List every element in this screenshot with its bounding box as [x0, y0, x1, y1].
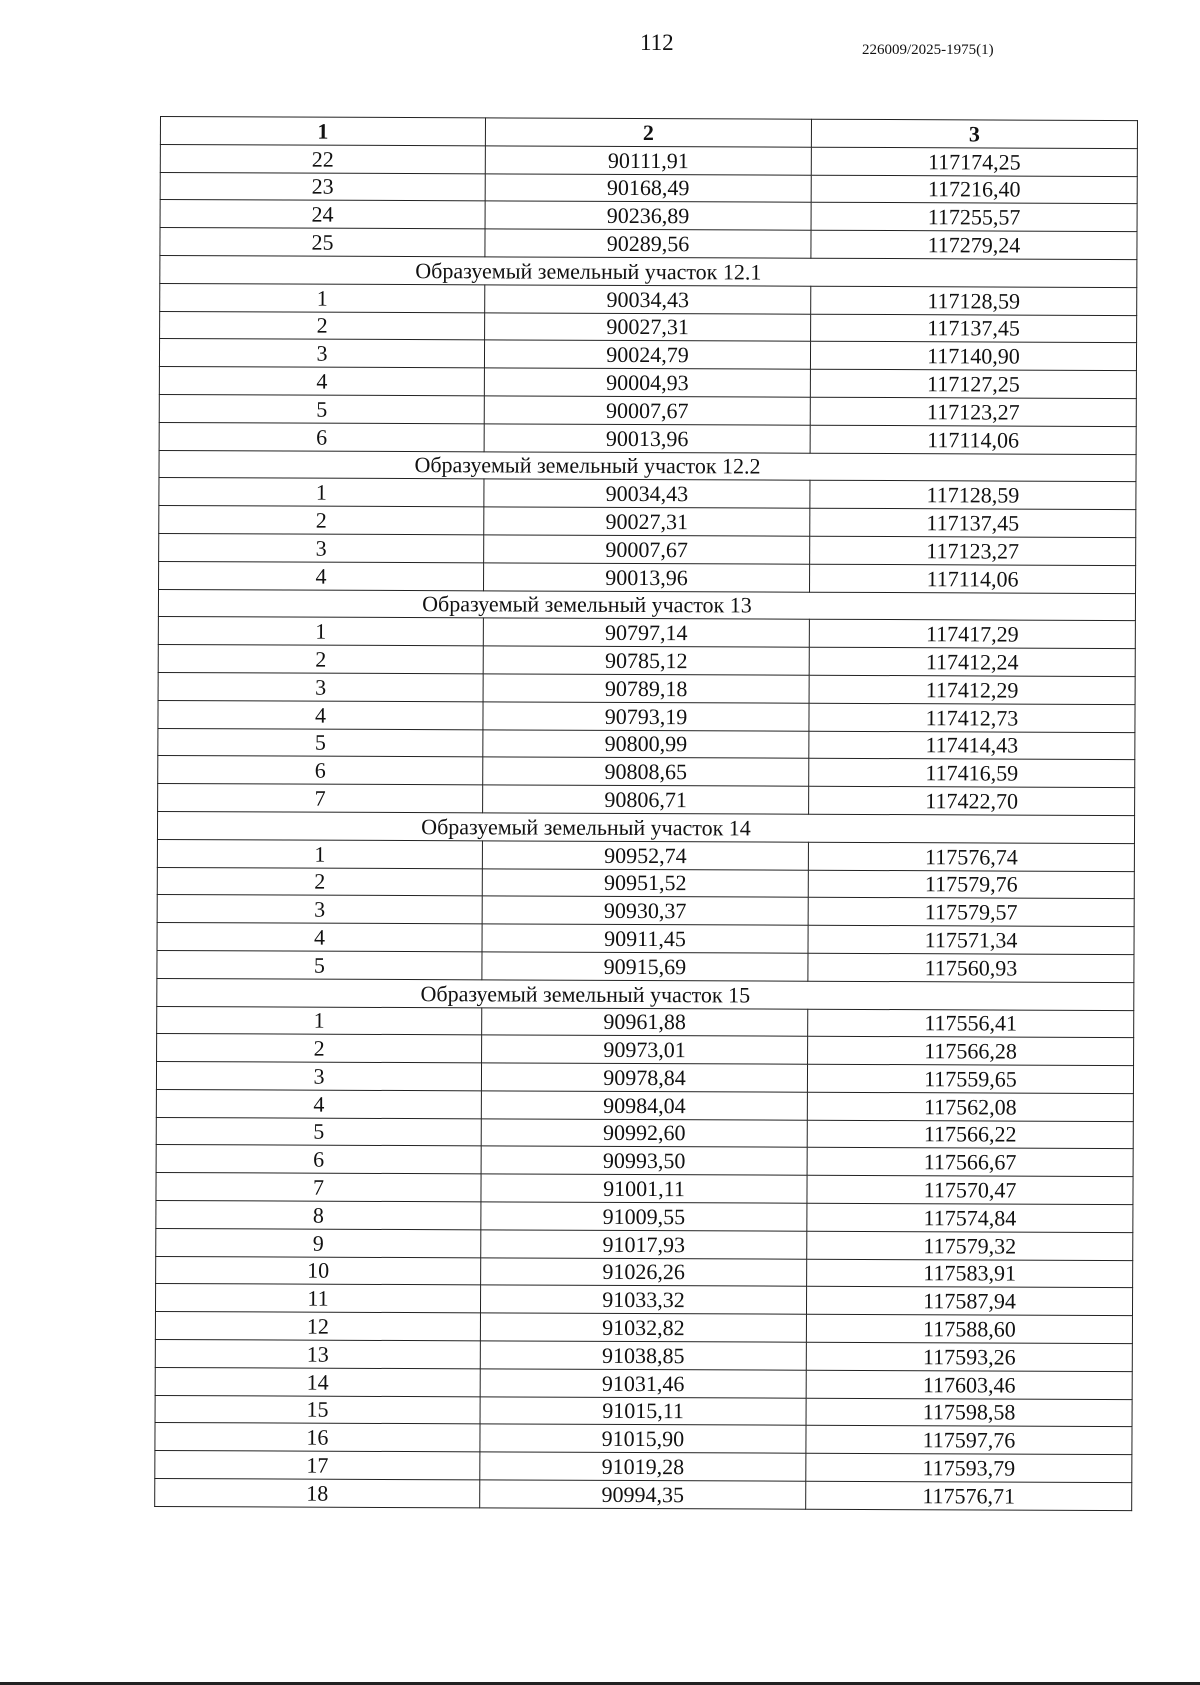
coordinate-y: 117588,60	[806, 1314, 1132, 1343]
coordinate-y: 117587,94	[806, 1287, 1132, 1316]
coordinate-y: 117416,59	[809, 759, 1135, 788]
coordinate-x: 91017,93	[481, 1230, 807, 1259]
table-row	[158, 672, 1135, 704]
coordinate-x: 91015,90	[480, 1424, 806, 1453]
column-header-3: 3	[811, 119, 1137, 148]
coordinate-y: 117583,91	[807, 1259, 1133, 1288]
point-number: 9	[156, 1228, 481, 1257]
section-heading-text: Образуемый земельный участок 15	[420, 980, 751, 1007]
point-number: 13	[155, 1340, 480, 1369]
point-number: 14	[155, 1367, 480, 1396]
coordinate-y: 117114,06	[810, 425, 1136, 454]
coordinate-x: 90034,43	[485, 285, 811, 314]
table-row	[160, 311, 1137, 343]
coordinate-y: 117571,34	[808, 925, 1134, 954]
coordinate-y: 117279,24	[811, 230, 1137, 259]
table-row	[158, 645, 1135, 677]
table-row	[156, 1062, 1133, 1094]
coordinate-x: 90007,67	[484, 396, 810, 425]
coordinate-x: 90984,04	[481, 1091, 807, 1120]
point-number: 1	[157, 839, 482, 868]
coordinate-y: 117128,59	[811, 286, 1137, 315]
coordinate-x: 91001,11	[481, 1174, 807, 1203]
table-row	[159, 533, 1136, 565]
point-number: 2	[157, 867, 482, 896]
coordinate-y: 117559,65	[807, 1064, 1133, 1093]
coordinate-x: 91031,46	[480, 1369, 806, 1398]
section-heading-row	[159, 450, 1136, 482]
coordinate-y: 117562,08	[807, 1092, 1133, 1121]
point-number: 4	[159, 367, 484, 396]
section-heading-text: Образуемый земельный участок 12.2	[414, 452, 761, 479]
coordinate-x: 90168,49	[485, 173, 811, 202]
table-row	[155, 1395, 1132, 1427]
table-row	[159, 561, 1136, 593]
point-number: 10	[156, 1256, 481, 1285]
section-heading-row	[157, 811, 1134, 843]
table-row	[157, 923, 1134, 955]
coordinate-x: 91009,55	[481, 1202, 807, 1231]
table-row	[155, 1284, 1132, 1316]
point-number: 22	[160, 144, 485, 173]
coordinate-x: 90994,35	[480, 1480, 806, 1509]
table-row	[156, 1089, 1133, 1121]
coordinate-y: 117570,47	[807, 1176, 1133, 1205]
coordinate-y: 117123,27	[810, 397, 1136, 426]
table-row	[155, 1340, 1132, 1372]
coordinate-x: 90806,71	[483, 785, 809, 814]
table-row	[158, 784, 1135, 816]
coordinate-y: 117417,29	[809, 620, 1135, 649]
table-row	[157, 950, 1134, 982]
coordinate-x: 90027,31	[484, 507, 810, 536]
table-row	[157, 1006, 1134, 1038]
coordinate-x: 90978,84	[481, 1063, 807, 1092]
coordinate-y: 117174,25	[811, 147, 1137, 176]
coordinate-x: 90961,88	[482, 1007, 808, 1036]
coordinate-y: 117576,71	[806, 1481, 1132, 1510]
coordinate-x: 91033,32	[480, 1285, 806, 1314]
point-number: 24	[160, 200, 485, 229]
table-row	[159, 478, 1136, 510]
section-heading-row	[160, 255, 1137, 287]
point-number: 1	[160, 283, 485, 312]
coordinate-y: 117422,70	[809, 786, 1135, 815]
point-number: 1	[158, 617, 483, 646]
coordinate-y: 117137,45	[811, 314, 1137, 343]
point-number: 18	[155, 1479, 480, 1508]
coordinate-x: 91038,85	[480, 1341, 806, 1370]
point-number: 8	[156, 1201, 481, 1230]
coordinate-y: 117579,57	[808, 898, 1134, 927]
coordinate-y: 117412,29	[809, 675, 1135, 704]
table-row	[155, 1423, 1132, 1455]
coordinate-x: 90013,96	[484, 424, 810, 453]
section-heading	[160, 255, 1137, 287]
point-number: 7	[156, 1173, 481, 1202]
coordinate-y: 117603,46	[806, 1370, 1132, 1399]
point-number: 15	[155, 1395, 480, 1424]
point-number: 5	[156, 1117, 481, 1146]
coordinate-x: 90289,56	[485, 229, 811, 258]
point-number: 3	[159, 533, 484, 562]
coordinate-x: 90911,45	[482, 924, 808, 953]
coordinate-x: 90785,12	[483, 646, 809, 675]
coordinate-x: 90004,93	[484, 368, 810, 397]
coordinate-x: 90930,37	[482, 896, 808, 925]
coordinate-y: 117127,25	[810, 369, 1136, 398]
point-number: 4	[156, 1089, 481, 1118]
coordinate-y: 117566,22	[807, 1120, 1133, 1149]
coordinate-y: 117114,06	[810, 564, 1136, 593]
section-heading-text: Образуемый земельный участок 12.1	[415, 257, 762, 285]
coordinate-y: 117579,32	[807, 1231, 1133, 1260]
table-body	[155, 144, 1138, 1510]
coordinate-x: 90236,89	[485, 201, 811, 230]
point-number: 3	[156, 1062, 481, 1091]
table-header-row	[160, 117, 1137, 149]
coordinate-x: 90951,52	[482, 868, 808, 897]
coordinates-table	[154, 116, 1138, 1511]
coordinate-x: 90034,43	[484, 479, 810, 508]
table-row	[159, 506, 1136, 538]
table-row	[157, 839, 1134, 871]
table-row	[156, 1256, 1133, 1288]
coordinate-y: 117412,73	[809, 703, 1135, 732]
table-row	[155, 1367, 1132, 1399]
coordinate-x: 90007,67	[484, 535, 810, 564]
coordinate-y: 117598,58	[806, 1398, 1132, 1427]
coordinate-x: 90952,74	[482, 841, 808, 870]
point-number: 2	[160, 311, 485, 340]
coordinate-y: 117412,24	[809, 647, 1135, 676]
section-heading-text: Образуемый земельный участок 13	[422, 591, 752, 618]
point-number: 1	[159, 478, 484, 507]
coordinate-x: 90793,19	[483, 702, 809, 731]
table-row	[155, 1479, 1132, 1511]
coordinate-y: 117597,76	[806, 1426, 1132, 1455]
table-row	[156, 1117, 1133, 1149]
point-number: 25	[160, 228, 485, 257]
table-row	[155, 1451, 1132, 1483]
point-number: 5	[159, 394, 484, 423]
table-row	[159, 367, 1136, 399]
point-number: 6	[159, 422, 484, 451]
point-number: 11	[155, 1284, 480, 1313]
table-row	[160, 200, 1137, 232]
table-row	[158, 617, 1135, 649]
point-number: 5	[157, 950, 482, 979]
point-number: 2	[158, 645, 483, 674]
table-row	[157, 1034, 1134, 1066]
point-number: 4	[159, 561, 484, 590]
section-heading	[157, 811, 1134, 843]
point-number: 5	[158, 728, 483, 757]
table-row	[155, 1312, 1132, 1344]
coordinate-y: 117556,41	[808, 1009, 1134, 1038]
table-row	[158, 728, 1135, 760]
point-number: 3	[158, 672, 483, 701]
point-number: 7	[158, 784, 483, 813]
table-row	[157, 867, 1134, 899]
coordinate-x: 90808,65	[483, 757, 809, 786]
point-number: 4	[157, 923, 482, 952]
point-number: 6	[156, 1145, 481, 1174]
coordinate-y: 117593,79	[806, 1453, 1132, 1482]
coordinate-y: 117566,67	[807, 1148, 1133, 1177]
coordinate-y: 117576,74	[808, 842, 1134, 871]
table-row	[156, 1145, 1133, 1177]
section-heading	[159, 450, 1136, 482]
coordinate-y: 117140,90	[810, 342, 1136, 371]
coordinate-y: 117414,43	[809, 731, 1135, 760]
coordinate-x: 90789,18	[483, 674, 809, 703]
coordinate-x: 91026,26	[481, 1258, 807, 1287]
column-header-1: 1	[160, 117, 485, 146]
coordinate-y: 117593,26	[806, 1342, 1132, 1371]
table-row	[160, 283, 1137, 315]
table-row	[159, 339, 1136, 371]
coordinate-y: 117574,84	[807, 1203, 1133, 1232]
point-number: 2	[157, 1034, 482, 1063]
coordinate-x: 91019,28	[480, 1452, 806, 1481]
point-number: 1	[157, 1006, 482, 1035]
coordinate-y: 117255,57	[811, 203, 1137, 232]
coordinate-x: 91015,11	[480, 1397, 806, 1426]
coordinate-y: 117137,45	[810, 508, 1136, 537]
point-number: 6	[158, 756, 483, 785]
point-number: 3	[157, 895, 482, 924]
section-heading	[158, 589, 1135, 621]
section-heading	[157, 978, 1134, 1010]
coordinate-x: 90797,14	[483, 618, 809, 647]
coordinate-y: 117123,27	[810, 536, 1136, 565]
table-row	[156, 1228, 1133, 1260]
coordinate-x: 90800,99	[483, 729, 809, 758]
coordinate-x: 90973,01	[482, 1035, 808, 1064]
coordinate-x: 90027,31	[485, 312, 811, 341]
column-header-2: 2	[485, 118, 811, 147]
coordinate-x: 90111,91	[485, 146, 811, 175]
table-row	[156, 1201, 1133, 1233]
table-row	[158, 756, 1135, 788]
coordinate-y: 117566,28	[808, 1037, 1134, 1066]
page-number: 112	[640, 30, 674, 55]
coordinate-y: 117128,59	[810, 481, 1136, 510]
table-row	[160, 144, 1137, 176]
section-heading-row	[158, 589, 1135, 621]
table-row	[157, 895, 1134, 927]
coordinate-x: 90915,69	[482, 952, 808, 981]
table-row	[156, 1173, 1133, 1205]
table-row	[160, 228, 1137, 260]
point-number: 12	[155, 1312, 480, 1341]
coordinate-x: 91032,82	[480, 1313, 806, 1342]
coordinate-x: 90993,50	[481, 1146, 807, 1175]
section-heading-row	[157, 978, 1134, 1010]
section-heading-text: Образуемый земельный участок 14	[421, 813, 751, 841]
point-number: 3	[159, 339, 484, 368]
point-number: 2	[159, 506, 484, 535]
point-number: 16	[155, 1423, 480, 1452]
point-number: 23	[160, 172, 485, 201]
coordinate-x: 90024,79	[484, 340, 810, 369]
coordinate-x: 90013,96	[484, 563, 810, 592]
coordinate-y: 117560,93	[808, 953, 1134, 982]
coordinate-y: 117216,40	[811, 175, 1137, 204]
point-number: 17	[155, 1451, 480, 1480]
coordinate-x: 90992,60	[481, 1119, 807, 1148]
table-row	[159, 394, 1136, 426]
table-row	[159, 422, 1136, 454]
point-number: 4	[158, 700, 483, 729]
table-row	[160, 172, 1137, 204]
table-row	[158, 700, 1135, 732]
coordinate-y: 117579,76	[808, 870, 1134, 899]
document-id: 226009/2025-1975(1)	[862, 42, 994, 58]
